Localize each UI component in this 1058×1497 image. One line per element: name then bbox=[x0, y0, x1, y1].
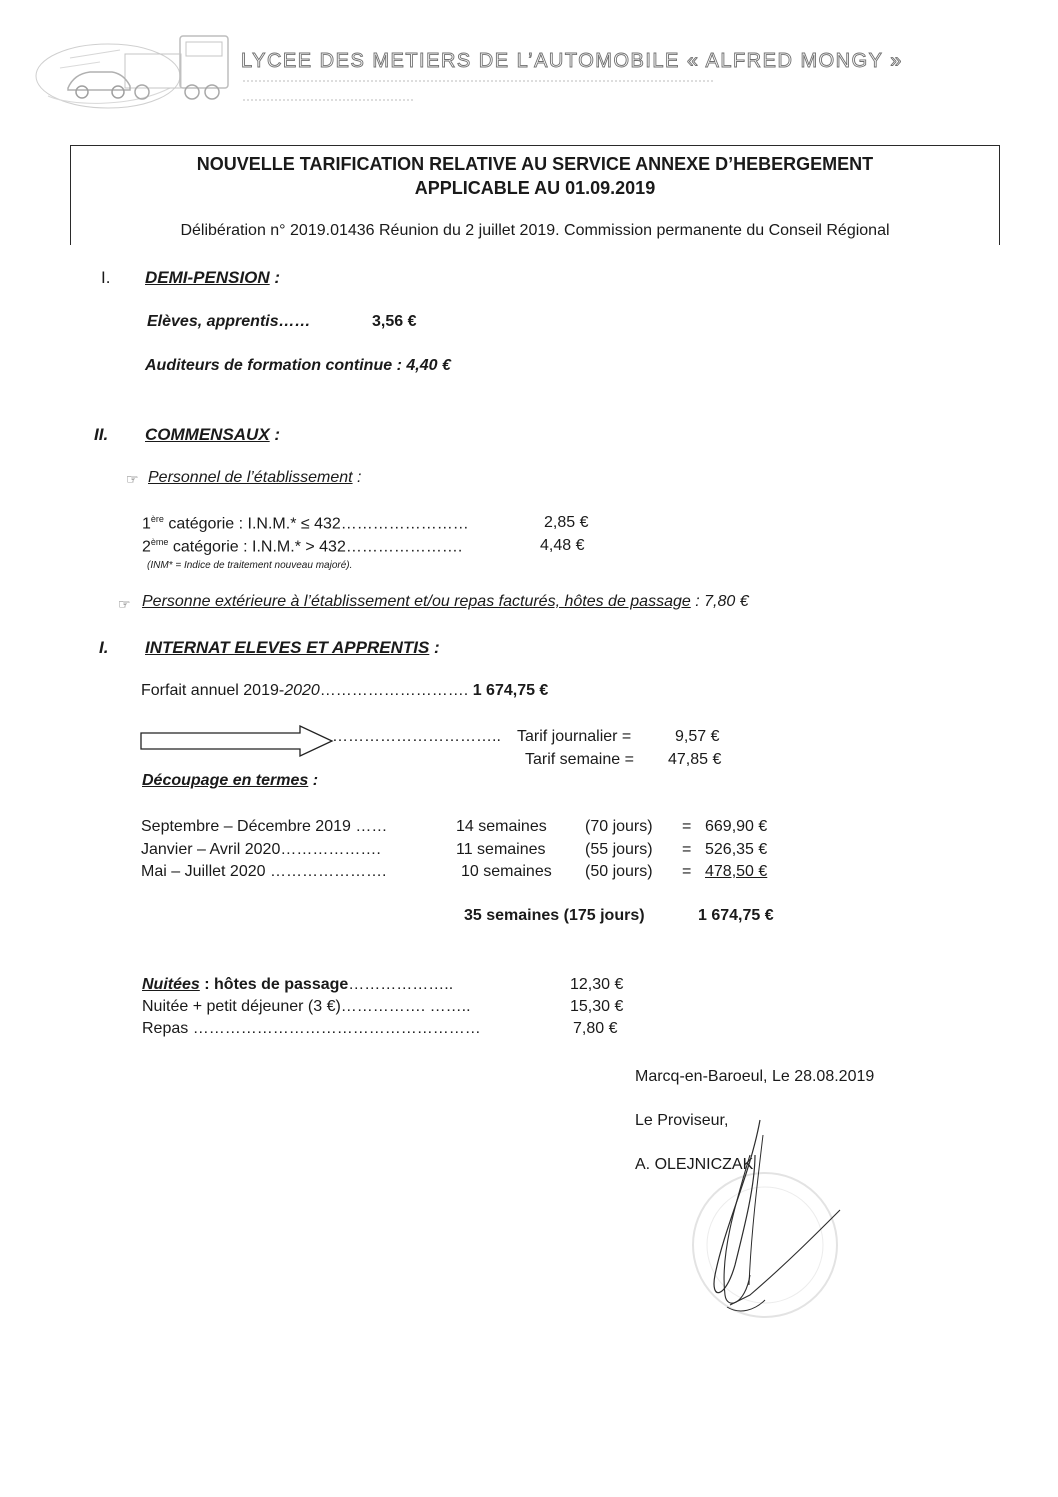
deliberation-text: Délibération n° 2019.01436 Réunion du 2 juillet 2019. Commission permanente du Conseil Régional bbox=[180, 222, 890, 239]
tarif-dots: ………………………….. bbox=[332, 728, 501, 745]
term-eq: = bbox=[682, 841, 692, 858]
term-eq: = bbox=[682, 818, 692, 835]
section-1-numeral: I. bbox=[101, 268, 111, 287]
cat1-value: 2,85 € bbox=[544, 514, 589, 531]
forfait-row bbox=[141, 682, 548, 700]
nuitee-pdej-value: 15,30 € bbox=[570, 998, 624, 1015]
section-1-colon: : bbox=[274, 268, 281, 287]
section-2-heading bbox=[145, 425, 280, 445]
forfait-dots: ………………………. bbox=[319, 682, 469, 699]
repas-value: 7,80 € bbox=[573, 1020, 618, 1037]
cat2-value: 4,48 € bbox=[540, 537, 585, 554]
signature-name: A. OLEJNICZAK bbox=[635, 1156, 754, 1173]
cat1-num: 1 bbox=[142, 515, 151, 533]
exterieur-label: Personne extérieure à l’établissement et/ou repas facturés, hôtes de passage bbox=[142, 593, 691, 610]
inm-note: (INM* = Indice de traitement nouveau majoré). bbox=[147, 560, 353, 571]
eleves-value: 3,56 € bbox=[372, 313, 417, 330]
car-truck-logo-icon bbox=[30, 28, 235, 110]
tarif-journalier-label: Tarif journalier = bbox=[517, 728, 632, 745]
official-stamp-and-signature bbox=[655, 1115, 855, 1330]
term-days: (70 jours) bbox=[585, 818, 653, 835]
tarif-semaine-value: 47,85 € bbox=[668, 751, 722, 768]
cat2-sup: ème bbox=[150, 537, 169, 547]
term-eq: = bbox=[682, 863, 692, 880]
nuitees-hotes-value: 12,30 € bbox=[570, 976, 624, 993]
auditeurs-value: : 4,40 € bbox=[396, 357, 451, 374]
faded-phone-line bbox=[243, 99, 413, 110]
faded-address-line bbox=[243, 80, 713, 91]
tarif-semaine-label: Tarif semaine = bbox=[525, 751, 634, 768]
pointing-hand-icon: ☞ bbox=[126, 471, 139, 487]
term-amount: 526,35 € bbox=[705, 841, 768, 858]
signature-role: Le Proviseur, bbox=[635, 1112, 729, 1129]
forfait-year: 2020 bbox=[284, 682, 320, 699]
pointing-hand-icon: ☞ bbox=[118, 596, 131, 612]
categorie-1-row bbox=[142, 514, 469, 533]
total-value: 1 674,75 € bbox=[698, 907, 774, 924]
cat2-label: catégorie : I.N.M.* > 432…………………. bbox=[172, 538, 463, 556]
forfait-label: Forfait annuel 2019- bbox=[141, 682, 285, 699]
auditeurs-row bbox=[145, 357, 451, 375]
title-box bbox=[70, 145, 1000, 245]
personnel-label: Personnel de l’établissement bbox=[148, 469, 353, 486]
section-2-title: COMMENSAUX bbox=[145, 425, 270, 444]
cat1-label: catégorie : I.N.M.* ≤ 432…………………… bbox=[168, 515, 469, 533]
school-name: LYCEE DES METIERS DE L’AUTOMOBILE « ALFRED MONGY » bbox=[241, 50, 903, 72]
title-line-1: NOUVELLE TARIFICATION RELATIVE AU SERVICE ANNEXE D’HEBERGEMENT bbox=[196, 154, 874, 174]
term-weeks: 11 semaines bbox=[456, 841, 546, 858]
term-weeks: 14 semaines bbox=[456, 818, 547, 835]
place-date: Marcq-en-Baroeul, Le 28.08.2019 bbox=[635, 1068, 875, 1085]
nuitee-pdej-label: Nuitée + petit déjeuner (3 €)……………. …….. bbox=[142, 998, 471, 1015]
cat2-num: 2 bbox=[142, 538, 151, 556]
section-2-numeral: II. bbox=[94, 425, 109, 444]
term-weeks: 10 semaines bbox=[461, 863, 552, 880]
nuitees-row bbox=[142, 976, 453, 994]
forfait-value: 1 674,75 € bbox=[472, 682, 549, 699]
repas-label: Repas ……………………………………………… bbox=[142, 1020, 481, 1037]
exterieur-row bbox=[142, 593, 749, 611]
term-days: (50 jours) bbox=[585, 863, 653, 880]
decoupage-colon: : bbox=[312, 772, 319, 789]
section-2-colon: : bbox=[274, 425, 281, 444]
right-arrow-icon bbox=[140, 725, 335, 762]
term-period: Mai – Juillet 2020 …………………. bbox=[141, 863, 387, 880]
term-days: (55 jours) bbox=[585, 841, 653, 858]
section-3-colon: : bbox=[434, 638, 440, 657]
auditeurs-label: Auditeurs de formation continue bbox=[145, 357, 393, 374]
term-amount: 478,50 € bbox=[705, 863, 768, 880]
personnel-row bbox=[148, 469, 361, 487]
eleves-label: Elèves, apprentis…… bbox=[147, 313, 311, 330]
tarif-journalier-value: 9,57 € bbox=[675, 728, 720, 745]
nuitees-title: Nuitées bbox=[142, 976, 200, 993]
section-3-heading bbox=[145, 638, 440, 658]
cat1-sup: ère bbox=[150, 514, 164, 524]
school-logo bbox=[30, 28, 235, 110]
section-1-title: DEMI-PENSION bbox=[145, 268, 270, 287]
nuitees-hotes-dots: ……………….. bbox=[348, 976, 454, 993]
decoupage-title: Découpage en termes bbox=[142, 772, 309, 789]
title-line-2: APPLICABLE AU 01.09.2019 bbox=[414, 178, 656, 198]
section-1-heading bbox=[145, 268, 280, 288]
decoupage-heading bbox=[142, 772, 318, 790]
term-period: Janvier – Avril 2020………………. bbox=[141, 841, 381, 858]
term-period: Septembre – Décembre 2019 …… bbox=[141, 818, 388, 835]
exterieur-value: : 7,80 € bbox=[695, 593, 749, 610]
categorie-2-row bbox=[142, 537, 462, 556]
total-label: 35 semaines (175 jours) bbox=[464, 907, 645, 924]
section-3-numeral: I. bbox=[99, 638, 109, 657]
personnel-colon: : bbox=[357, 469, 362, 486]
term-amount: 669,90 € bbox=[705, 818, 768, 835]
section-3-title: INTERNAT ELEVES ET APPRENTIS bbox=[145, 638, 430, 657]
nuitees-hotes-label: : hôtes de passage bbox=[204, 976, 349, 993]
